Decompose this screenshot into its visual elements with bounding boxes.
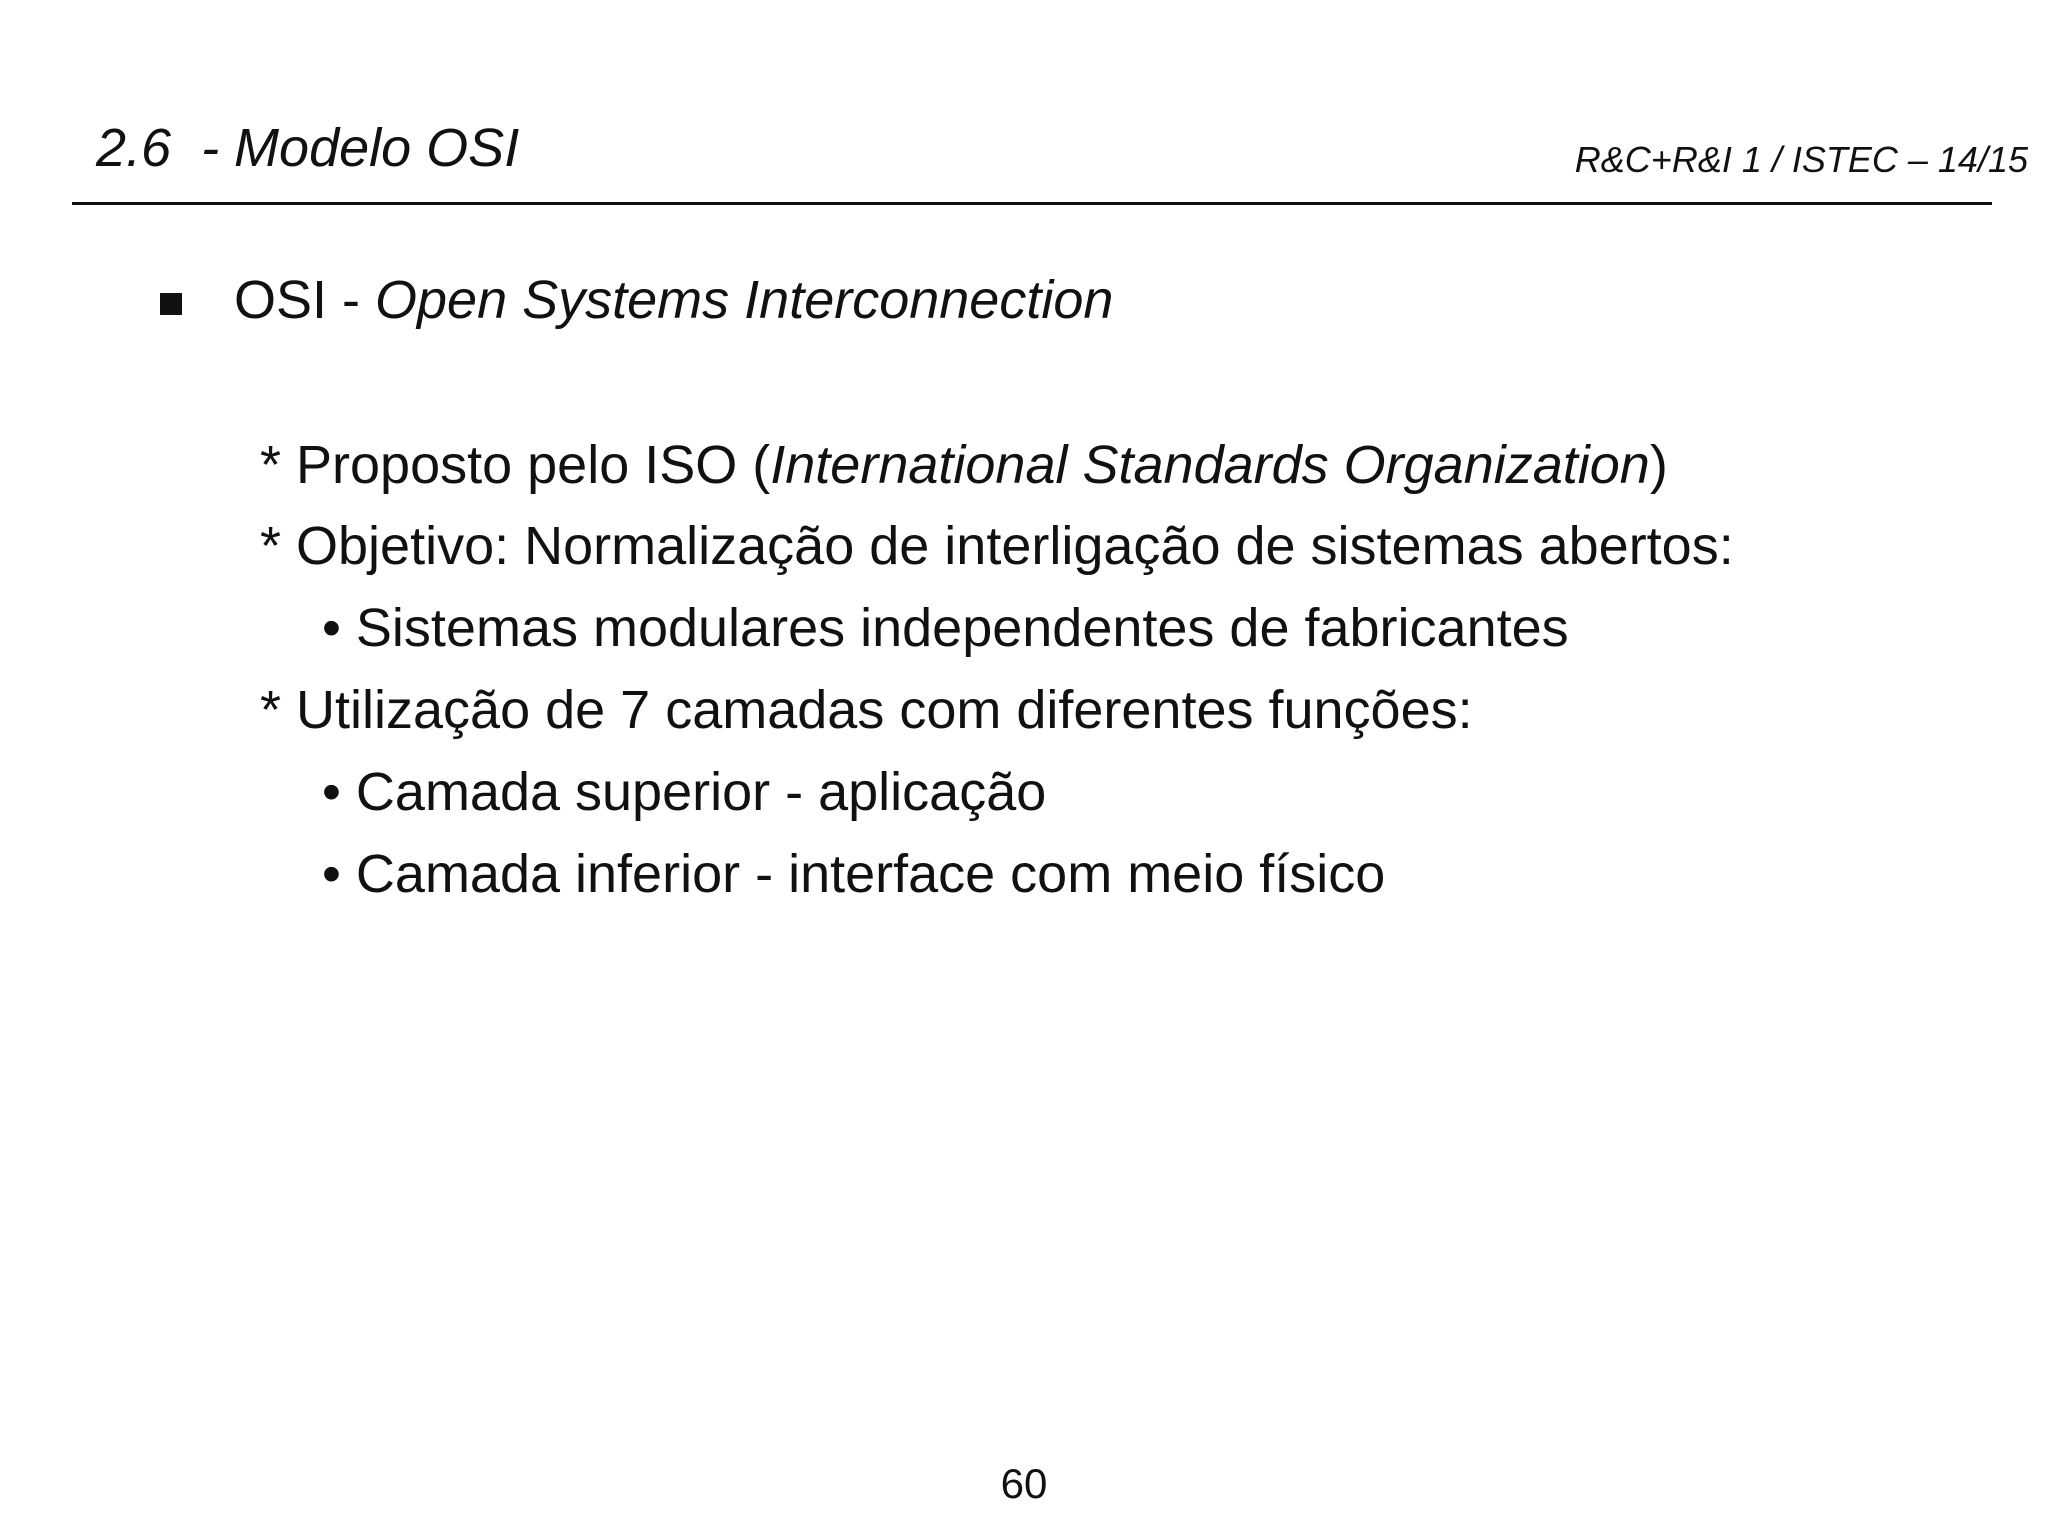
sub-item-camada-superior: • Camada superior - aplicação <box>322 762 1047 822</box>
header-divider <box>72 202 1992 205</box>
list-item-iso-prefix: * Proposto pelo ISO ( <box>260 435 771 495</box>
square-bullet-icon <box>160 293 182 315</box>
main-bullet-text <box>234 264 1113 336</box>
list-item-iso-italic: International Standards Organization <box>770 435 1650 495</box>
list-item-camadas: * Utilização de 7 camadas com diferentes funções: <box>260 680 1473 740</box>
main-bullet-italic: Open Systems Interconnection <box>375 270 1114 330</box>
page-number: 60 <box>1000 1460 1048 1507</box>
slide-title: 2.6 - Modelo OSI <box>96 118 520 178</box>
sub-item-camada-inferior: • Camada inferior - interface com meio físico <box>322 844 1386 904</box>
main-bullet-prefix: OSI - <box>234 270 376 330</box>
list-item-iso <box>260 429 1668 501</box>
sub-item-sistemas-modulares: • Sistemas modulares independentes de fabricantes <box>322 598 1569 658</box>
course-label: R&C+R&I 1 / ISTEC – 14/15 <box>1574 139 2028 180</box>
list-item-objetivo: * Objetivo: Normalização de interligação de sistemas abertos: <box>260 516 1734 576</box>
list-item-iso-suffix: ) <box>1649 435 1668 495</box>
